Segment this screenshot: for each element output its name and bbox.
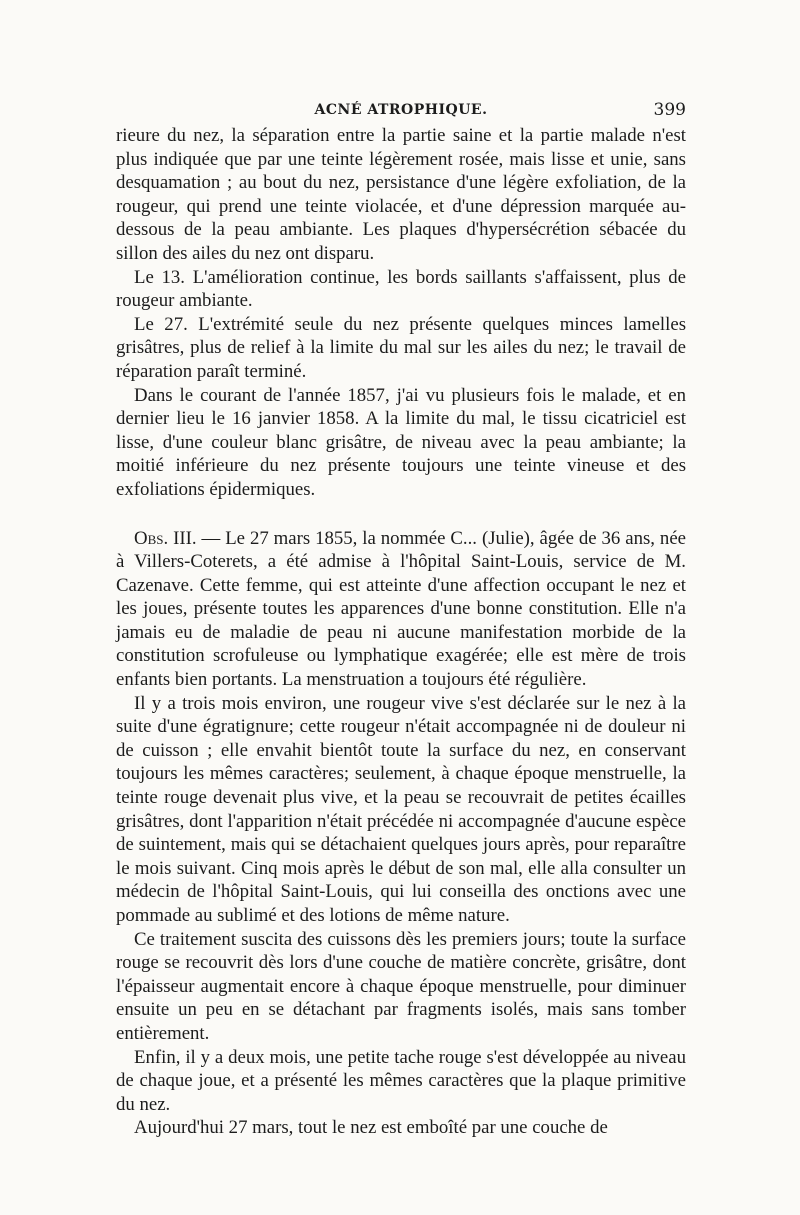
- observation-label: Obs. III.: [134, 527, 197, 549]
- running-title: ACNÉ ATROPHIQUE.: [314, 102, 488, 118]
- paragraph: Aujourd'hui 27 mars, tout le nez est emboîté par une couche de: [134, 1117, 608, 1139]
- page-number: 399: [653, 100, 686, 120]
- paragraph: Dans le courant de l'année 1857, j'ai vu plusieurs fois le malade, et en dernier lieu le 16 janvier 1858. A la limite du mal, le tissu cicatriciel est lisse, d'une couleur blanc grisâtre, de niveau avec la peau ambiante; la moitié inférieure du nez présente toujours une teinte vineuse et des exfoliations épidermiques.: [116, 384, 686, 500]
- paragraph: Il y a trois mois environ, une rougeur vive s'est déclarée sur le nez à la suite d'une égratignure; cette rougeur n'était accompagnée ni de douleur ni de cuisson ; elle envahit bientôt toute la surface du nez, en conservant toujours les mêmes caractères; seulement, à chaque époque menstruelle, la teinte rouge devenait plus vive, et la peau se recouvrait de petites écailles grisâtres, dont l'apparition n'était précédée ni accompagnée d'aucune espèce de suintement, mais qui se détachaient quelques jours après, pour reparaître le mois suivant. Cinq mois après le début de son mal, elle alla consulter un médecin de l'hôpital Saint-Louis, qui lui conseilla des onctions avec une pommade au sublimé et des lotions de même nature.: [116, 692, 686, 926]
- page-body: [116, 124, 686, 1140]
- running-header: [116, 98, 686, 124]
- paragraph: Enfin, il y a deux mois, une petite tache rouge s'est développée au niveau de chaque joue, et a présenté les mêmes caractères que la plaque primitive du nez.: [116, 1046, 686, 1115]
- paragraph: Le 13. L'amélioration continue, les bords saillants s'affaissent, plus de rougeur ambiante.: [116, 266, 686, 312]
- observation-paragraph: [116, 527, 686, 692]
- paragraph: Le 27. L'extrémité seule du nez présente quelques minces lamelles grisâtres, plus de relief à la limite du mal sur les ailes du nez; le travail de réparation paraît terminé.: [116, 313, 686, 382]
- observation-text: — Le 27 mars 1855, la nommée C... (Julie), âgée de 36 ans, née à Villers-Coterets, a été admise à l'hôpital Saint-Louis, service de M. Cazenave. Cette femme, qui est atteinte d'une affection occupant le nez et les joues, présente toutes les apparences d'une bonne constitution. Elle n'a jamais eu de maladie de peau ni aucune manifestation morbide de la constitution scrofuleuse ou lymphatique exagérée; elle est mère de trois enfants bien portants. La menstruation a toujours été régulière.: [116, 527, 686, 691]
- book-page: [116, 98, 686, 1140]
- section-gap: [116, 502, 686, 527]
- paragraph: rieure du nez, la séparation entre la partie saine et la partie malade n'est plus indiquée que par une teinte légèrement rosée, mais lisse et unie, sans desquamation ; au bout du nez, persistance d'une légère exfoliation, de la rougeur, qui prend une teinte violacée, et d'une dépression marquée au-dessous de la peau ambiante. Les plaques d'hypersécrétion sébacée du sillon des ailes du nez ont disparu.: [116, 125, 686, 264]
- paragraph: Ce traitement suscita des cuissons dès les premiers jours; toute la surface rouge se recouvrit dès lors d'une couche de matière concrète, grisâtre, dont l'épaisseur augmentait encore à chaque époque menstruelle, pour diminuer ensuite un peu en se détachant par fragments isolés, mais sans tomber entièrement.: [116, 928, 686, 1044]
